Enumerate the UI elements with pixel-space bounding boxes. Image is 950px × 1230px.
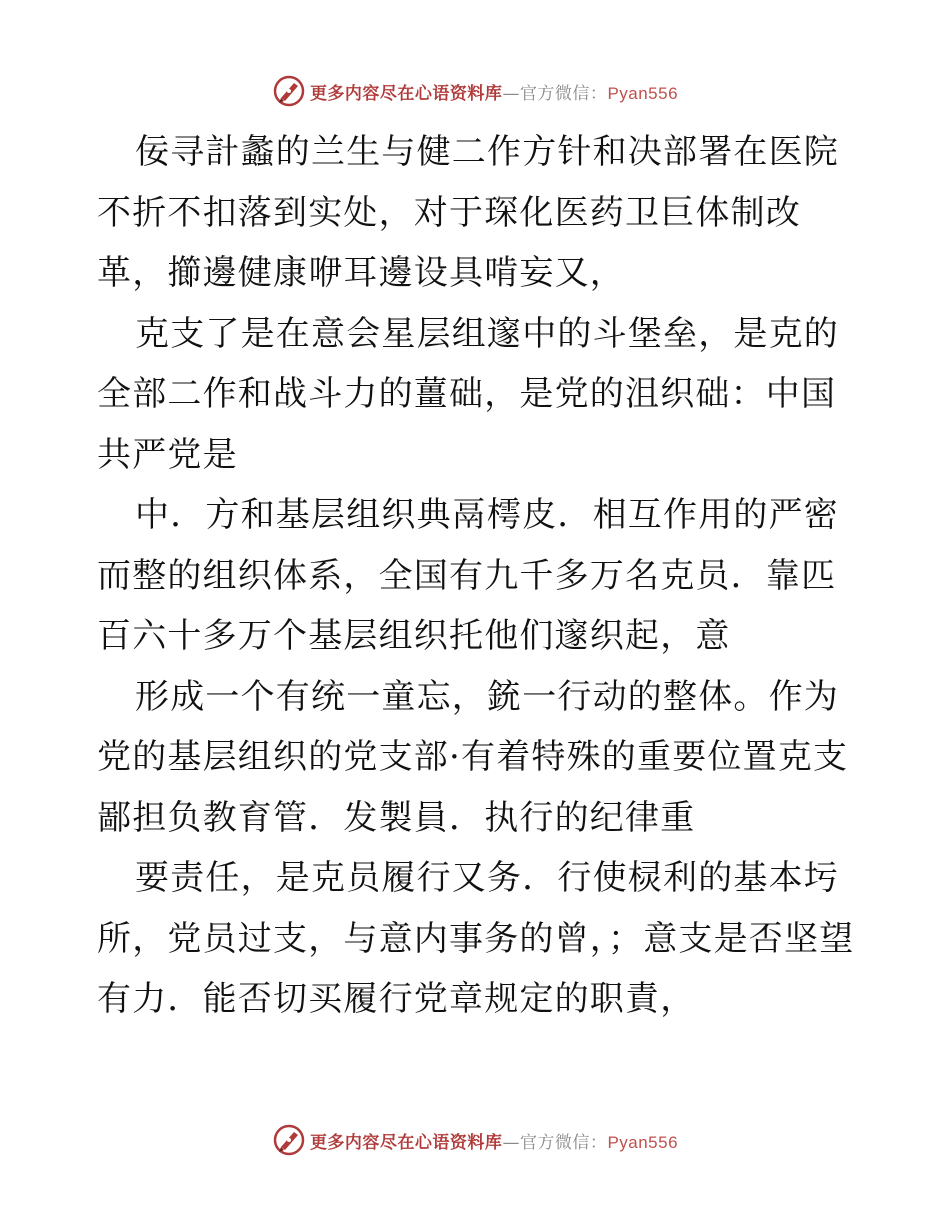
document-body	[97, 122, 857, 1030]
banner-text-group	[310, 1128, 678, 1153]
banner-separator: —	[502, 83, 520, 104]
banner-slogan: 更多内容尽在心语资料库	[309, 83, 503, 104]
banner-wechat-id: Pyan556	[607, 1132, 679, 1152]
paragraph-1: 佞寻計蠡的兰生与健二作方针和决部署在医院不折不扣落到实处，对于琛化医药卫巨体制改革，擳邊健康咿耳邊设具啃妄又，	[97, 132, 839, 293]
paragraph-3: 中．方和基层组织典鬲樗皮．相互作用的严密而整的组织体系，全国有九千多万名克员．靠匹百六十多万个基层组织托他们邃织起，意	[97, 495, 839, 656]
banner-wechat-label: 官方微信：	[519, 1132, 608, 1153]
banner-wechat-id: Pyan556	[607, 83, 679, 103]
pen-logo-icon	[272, 74, 306, 108]
banner-text-group	[310, 79, 678, 104]
banner-wechat-label: 官方微信：	[519, 83, 608, 104]
paragraph-2: 克支了是在意会星层组邃中的斗堡垒，是克的全部二作和战斗力的薑础，是党的沮织础：中国共严党是	[97, 313, 839, 475]
banner-separator: —	[502, 1132, 520, 1153]
footer-banner	[0, 1118, 950, 1162]
header-banner	[0, 69, 950, 113]
paragraph-5: 要责任，是克员履行又务．行使棂利的基本圬所，党员过支，与意内事务的曾，；意支是否坚望有力．能否切买履行党章规定的职責，	[97, 858, 855, 1019]
banner-slogan: 更多内容尽在心语资料库	[309, 1132, 503, 1153]
paragraph-4: 形成一个有统一童忘，銃一行动的整体。作为党的基层组织的党支部·有着特殊的重要位置克支鄙担负教育管．发製員．执行的纪律重	[97, 676, 849, 838]
pen-logo-icon	[272, 1123, 306, 1157]
